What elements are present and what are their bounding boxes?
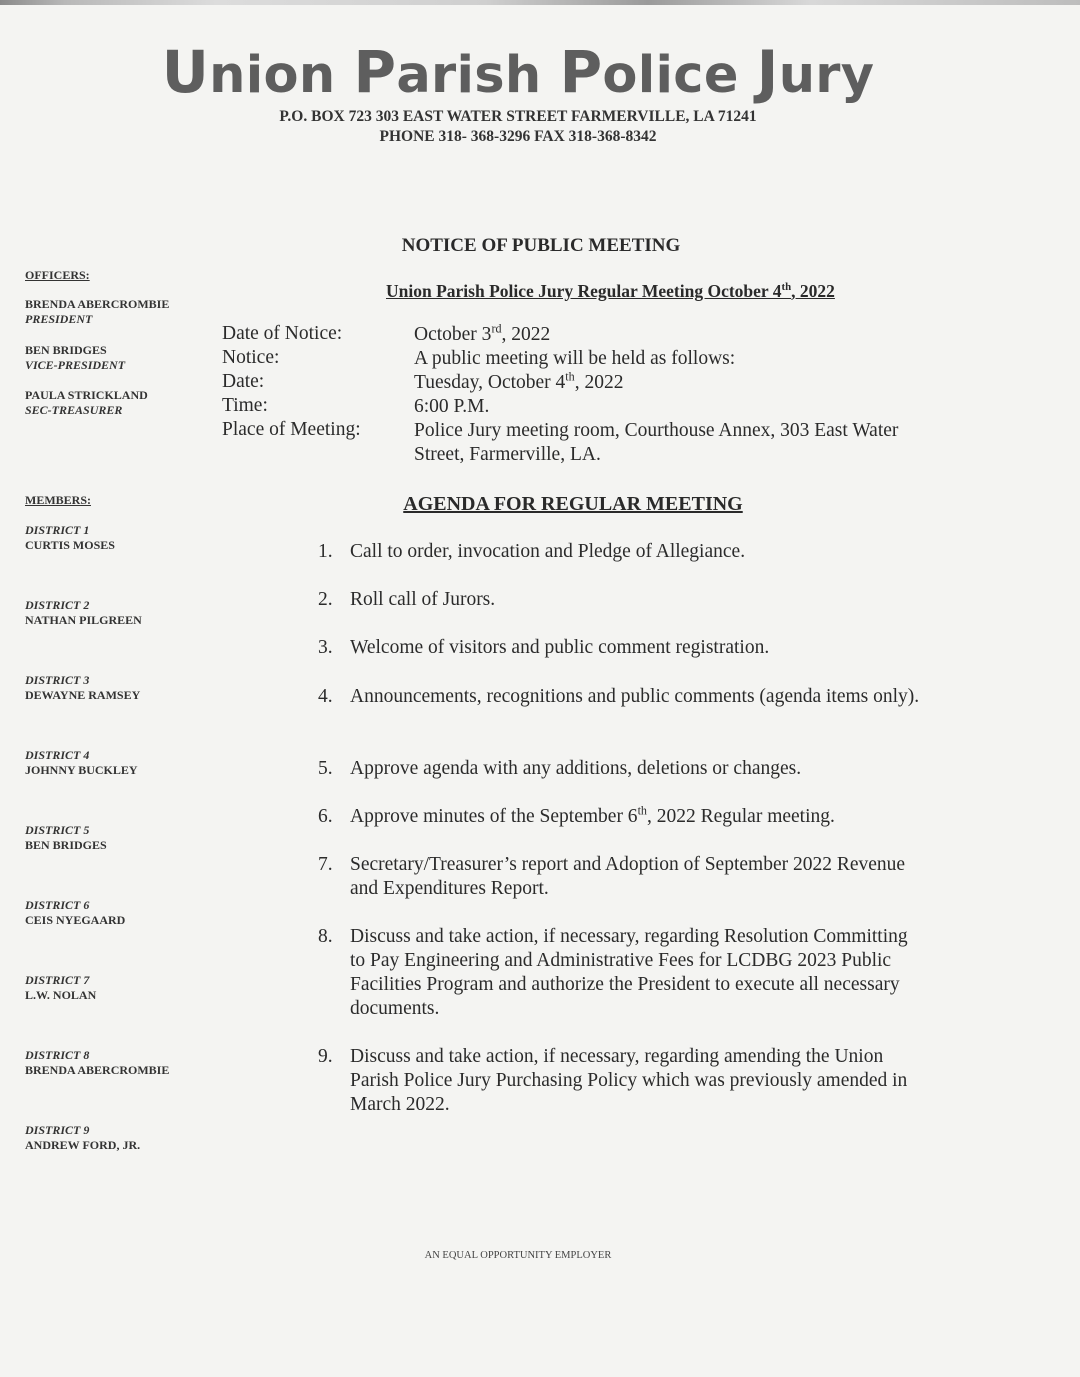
member-entry [25,898,125,928]
member-name: BRENDA ABERCROMBIE [25,1063,170,1077]
notice-heading: NOTICE OF PUBLIC MEETING [401,235,681,256]
officers-heading: OFFICERS: [25,268,90,282]
scan-edge [0,0,1080,5]
member-entry [25,1048,169,1078]
notice-value: Tuesday, October 4th, 2022 [414,369,624,393]
member-entry [25,1123,140,1153]
agenda-text: Call to order, invocation and Pledge of Allegiance. [350,541,746,562]
notice-label: Date: [222,371,265,392]
agenda-text: Discuss and take action, if necessary, regarding amending the Union Parish Police Jury Purchasing Policy which was previously amended in March 2022. [350,1046,908,1115]
member-district: DISTRICT 9 [25,1123,90,1137]
member-district: DISTRICT 1 [25,523,90,537]
notice-label: Place of Meeting: [222,419,361,440]
member-district: DISTRICT 7 [25,973,90,987]
agenda-text: Approve agenda with any additions, deletions or changes. [350,758,802,779]
member-entry [25,973,96,1003]
officer-name: BRENDA ABERCROMBIE [25,297,170,311]
member-entry [25,523,115,553]
agenda-text: Roll call of Jurors. [350,589,496,610]
officer-entry [25,297,169,327]
agenda-number: 1. [318,541,333,562]
member-district: DISTRICT 6 [25,898,90,912]
agenda-number: 9. [318,1046,333,1067]
member-entry [25,748,138,778]
agenda-heading: AGENDA FOR REGULAR MEETING [403,493,743,515]
letterhead-address: P.O. BOX 723 303 EAST WATER STREET FARMERVILLE, LA 71241 [279,108,757,125]
notice-label: Date of Notice: [222,323,343,344]
member-district: DISTRICT 2 [25,598,90,612]
notice-label: Notice: [222,347,280,368]
member-name: CEIS NYEGAARD [25,913,126,927]
member-name: DEWAYNE RAMSEY [25,688,141,702]
meeting-title: Union Parish Police Jury Regular Meeting October 4th, 2022 [386,281,835,301]
letterhead-phone: PHONE 318- 368-3296 FAX 318-368-8342 [379,128,657,145]
agenda-text: Secretary/Treasurer’s report and Adoption of September 2022 Revenue and Expenditures Report. [350,854,906,899]
officer-role: VICE-PRESIDENT [25,358,126,372]
agenda-number: 4. [318,686,333,707]
title-word: Union [161,38,336,106]
title-word: Parish [353,38,542,106]
members-heading: MEMBERS: [25,493,91,507]
title-word: Jury [756,38,875,106]
member-district: DISTRICT 4 [25,748,90,762]
member-name: NATHAN PILGREEN [25,613,142,627]
agenda-text: Approve minutes of the September 6th, 2022 Regular meeting. [350,803,835,827]
officer-entry [25,343,125,373]
notice-value: A public meeting will be held as follows: [414,348,736,369]
title-word: Police [559,38,739,106]
agenda-number: 7. [318,854,333,875]
officer-name: PAULA STRICKLAND [25,388,148,402]
notice-value: Police Jury meeting room, Courthouse Annex, 303 East Water Street, Farmerville, LA. [414,420,899,465]
member-name: L.W. NOLAN [25,988,97,1002]
agenda-number: 6. [318,806,333,827]
member-name: CURTIS MOSES [25,538,115,552]
member-district: DISTRICT 5 [25,823,90,837]
notice-value: 6:00 P.M. [414,396,490,417]
agenda-text: Welcome of visitors and public comment registration. [350,637,770,658]
member-name: JOHNNY BUCKLEY [25,763,138,777]
agenda-text: Discuss and take action, if necessary, regarding Resolution Committing to Pay Engineering and Administrative Fees for LCDBG 2023 Public Facilities Program and authorize the President to execute all necessary documents. [350,926,908,1019]
member-name: BEN BRIDGES [25,838,107,852]
agenda-number: 2. [318,589,333,610]
officer-name: BEN BRIDGES [25,343,107,357]
agenda-number: 5. [318,758,333,779]
officer-role: PRESIDENT [25,312,93,326]
agenda-number: 3. [318,637,333,658]
member-entry [25,598,142,628]
member-district: DISTRICT 8 [25,1048,90,1062]
officer-entry [25,388,148,418]
member-district: DISTRICT 3 [25,673,90,687]
footer-text: AN EQUAL OPPORTUNITY EMPLOYER [424,1250,612,1261]
officer-role: SEC-TREASURER [25,403,123,417]
agenda-number: 8. [318,926,333,947]
member-name: ANDREW FORD, JR. [25,1138,141,1152]
member-entry [25,673,140,703]
notice-label: Time: [222,395,268,416]
letterhead-title [0,38,1036,106]
notice-value: October 3rd, 2022 [414,321,551,345]
agenda-text: Announcements, recognitions and public comments (agenda items only). [350,686,920,707]
member-entry [25,823,107,853]
